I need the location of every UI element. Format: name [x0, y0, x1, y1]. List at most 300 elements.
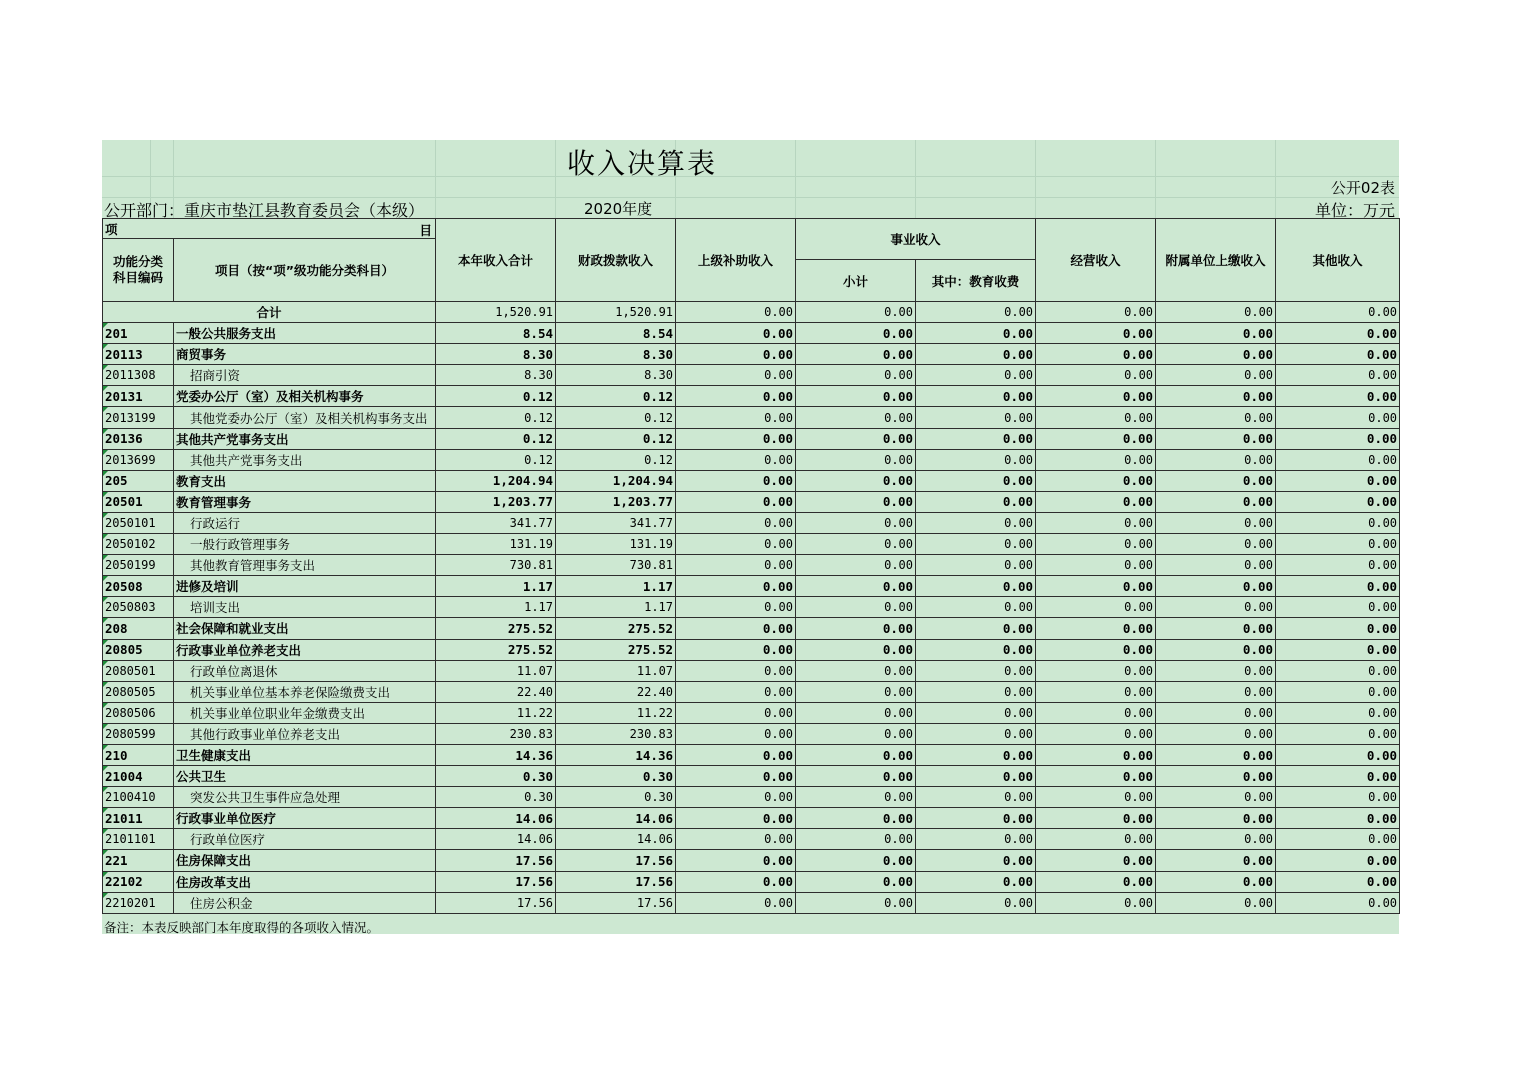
cell-total: 131.19: [436, 534, 556, 555]
cell-name: 其他党委办公厅（室）及相关机构事务支出: [174, 407, 436, 428]
cell-affiliated: 0.00: [1156, 850, 1276, 871]
cell-edu-fee: 0.00: [916, 344, 1036, 365]
cell-affiliated: 0.00: [1156, 534, 1276, 555]
cell-fiscal: 8.30: [556, 365, 676, 386]
cell-code: 2080599: [103, 723, 174, 744]
cell-edu-fee: 0.00: [916, 829, 1036, 850]
cell-operating: 0.00: [1036, 702, 1156, 723]
table-row: [103, 386, 1400, 407]
cell-code: 2080505: [103, 681, 174, 702]
cell-operating: 0.00: [1036, 512, 1156, 533]
cell-other: 0.00: [1276, 302, 1400, 323]
cell-other: 0.00: [1276, 787, 1400, 808]
cell-code: 2013699: [103, 449, 174, 470]
cell-operating: 0.00: [1036, 555, 1156, 576]
cell-fiscal: 0.30: [556, 766, 676, 787]
cell-other: 0.00: [1276, 702, 1400, 723]
table-row: [103, 660, 1400, 681]
cell-fiscal: 730.81: [556, 555, 676, 576]
cell-fiscal: 14.06: [556, 829, 676, 850]
cell-subtotal: 0.00: [796, 344, 916, 365]
cell-total: 0.30: [436, 766, 556, 787]
table-row: [103, 365, 1400, 386]
cell-operating: 0.00: [1036, 660, 1156, 681]
cell-subtotal: 0.00: [796, 723, 916, 744]
table-row: [103, 470, 1400, 491]
cell-subtotal: 0.00: [796, 787, 916, 808]
cell-fiscal: 1.17: [556, 576, 676, 597]
cell-name: 商贸事务: [174, 344, 436, 365]
cell-operating: 0.00: [1036, 892, 1156, 913]
cell-fiscal: 1,203.77: [556, 491, 676, 512]
cell-affiliated: 0.00: [1156, 681, 1276, 702]
cell-other: 0.00: [1276, 365, 1400, 386]
cell-affiliated: 0.00: [1156, 428, 1276, 449]
table-row: [103, 576, 1400, 597]
cell-total: 17.56: [436, 892, 556, 913]
cell-other: 0.00: [1276, 428, 1400, 449]
gridline: [102, 176, 1399, 177]
cell-operating: 0.00: [1036, 428, 1156, 449]
cell-operating: 0.00: [1036, 639, 1156, 660]
cell-upper: 0.00: [676, 618, 796, 639]
cell-edu-fee: 0.00: [916, 871, 1036, 892]
cell-total: 14.06: [436, 829, 556, 850]
cell-fiscal: 0.12: [556, 407, 676, 428]
cell-fiscal: 230.83: [556, 723, 676, 744]
cell-total: 1,204.94: [436, 470, 556, 491]
cell-subtotal: 0.00: [796, 892, 916, 913]
cell-operating: 0.00: [1036, 449, 1156, 470]
cell-total: 1.17: [436, 597, 556, 618]
cell-code: 2011308: [103, 365, 174, 386]
table-row: [103, 639, 1400, 660]
cell-fiscal: 0.30: [556, 787, 676, 808]
cell-name: 突发公共卫生事件应急处理: [174, 787, 436, 808]
cell-fiscal: 8.30: [556, 344, 676, 365]
cell-operating: 0.00: [1036, 829, 1156, 850]
cell-subtotal: 0.00: [796, 808, 916, 829]
cell-upper: 0.00: [676, 639, 796, 660]
cell-subtotal: 0.00: [796, 407, 916, 428]
cell-subtotal: 0.00: [796, 766, 916, 787]
table-row: [103, 555, 1400, 576]
cell-edu-fee: 0.00: [916, 407, 1036, 428]
cell-other: 0.00: [1276, 766, 1400, 787]
cell-fiscal: 8.54: [556, 323, 676, 344]
cell-other: 0.00: [1276, 344, 1400, 365]
cell-operating: 0.00: [1036, 681, 1156, 702]
cell-name: 住房公积金: [174, 892, 436, 913]
table-row: [103, 744, 1400, 765]
cell-operating: 0.00: [1036, 534, 1156, 555]
cell-total: 1.17: [436, 576, 556, 597]
cell-upper: 0.00: [676, 660, 796, 681]
cell-total: 11.22: [436, 702, 556, 723]
table-row: [103, 850, 1400, 871]
table-row: [103, 702, 1400, 723]
cell-total: 14.06: [436, 808, 556, 829]
table-row: [103, 491, 1400, 512]
cell-code: 20805: [103, 639, 174, 660]
cell-subtotal: 0.00: [796, 323, 916, 344]
cell-code: 20131: [103, 386, 174, 407]
cell-upper: 0.00: [676, 892, 796, 913]
table-row: [103, 512, 1400, 533]
cell-operating: 0.00: [1036, 744, 1156, 765]
table-row: [103, 302, 1400, 323]
cell-operating: 0.00: [1036, 576, 1156, 597]
cell-subtotal: 0.00: [796, 597, 916, 618]
cell-operating: 0.00: [1036, 808, 1156, 829]
cell-upper: 0.00: [676, 702, 796, 723]
cell-subtotal: 0.00: [796, 365, 916, 386]
cell-upper: 0.00: [676, 407, 796, 428]
cell-fiscal: 0.12: [556, 449, 676, 470]
cell-name: 其他共产党事务支出: [174, 449, 436, 470]
cell-edu-fee: 0.00: [916, 449, 1036, 470]
cell-other: 0.00: [1276, 470, 1400, 491]
cell-edu-fee: 0.00: [916, 787, 1036, 808]
cell-total: 341.77: [436, 512, 556, 533]
cell-fiscal: 275.52: [556, 639, 676, 660]
cell-edu-fee: 0.00: [916, 576, 1036, 597]
cell-code: 2080506: [103, 702, 174, 723]
cell-upper: 0.00: [676, 365, 796, 386]
cell-edu-fee: 0.00: [916, 681, 1036, 702]
cell-upper: 0.00: [676, 386, 796, 407]
cell-total: 0.12: [436, 386, 556, 407]
cell-other: 0.00: [1276, 534, 1400, 555]
table-row: [103, 428, 1400, 449]
cell-upper: 0.00: [676, 555, 796, 576]
cell-name: 行政单位医疗: [174, 829, 436, 850]
cell-code: 20508: [103, 576, 174, 597]
cell-subtotal: 0.00: [796, 534, 916, 555]
cell-total: 17.56: [436, 871, 556, 892]
cell-other: 0.00: [1276, 681, 1400, 702]
cell-upper: 0.00: [676, 428, 796, 449]
cell-total: 17.56: [436, 850, 556, 871]
cell-subtotal: 0.00: [796, 491, 916, 512]
gridline: [1155, 140, 1156, 218]
gridline: [915, 140, 916, 218]
cell-upper: 0.00: [676, 449, 796, 470]
cell-upper: 0.00: [676, 597, 796, 618]
cell-fiscal: 11.07: [556, 660, 676, 681]
cell-edu-fee: 0.00: [916, 512, 1036, 533]
cell-total: 11.07: [436, 660, 556, 681]
cell-other: 0.00: [1276, 386, 1400, 407]
table-row: [103, 618, 1400, 639]
cell-other: 0.00: [1276, 597, 1400, 618]
cell-affiliated: 0.00: [1156, 555, 1276, 576]
cell-other: 0.00: [1276, 491, 1400, 512]
cell-subtotal: 0.00: [796, 829, 916, 850]
cell-operating: 0.00: [1036, 386, 1156, 407]
cell-other: 0.00: [1276, 723, 1400, 744]
cell-total: 0.12: [436, 449, 556, 470]
cell-upper: 0.00: [676, 323, 796, 344]
table-row: [103, 449, 1400, 470]
cell-code: 20136: [103, 428, 174, 449]
cell-upper: 0.00: [676, 302, 796, 323]
cell-fiscal: 14.36: [556, 744, 676, 765]
cell-total: 22.40: [436, 681, 556, 702]
cell-upper: 0.00: [676, 787, 796, 808]
cell-affiliated: 0.00: [1156, 829, 1276, 850]
cell-total: 14.36: [436, 744, 556, 765]
table-row: [103, 871, 1400, 892]
cell-code: 221: [103, 850, 174, 871]
cell-code: 2013199: [103, 407, 174, 428]
cell-edu-fee: 0.00: [916, 702, 1036, 723]
cell-affiliated: 0.00: [1156, 787, 1276, 808]
cell-operating: 0.00: [1036, 407, 1156, 428]
cell-subtotal: 0.00: [796, 702, 916, 723]
cell-code: 20501: [103, 491, 174, 512]
cell-edu-fee: 0.00: [916, 470, 1036, 491]
cell-edu-fee: 0.00: [916, 428, 1036, 449]
cell-edu-fee: 0.00: [916, 302, 1036, 323]
cell-subtotal: 0.00: [796, 386, 916, 407]
cell-name: 教育支出: [174, 470, 436, 491]
cell-name: 培训支出: [174, 597, 436, 618]
cell-name: 卫生健康支出: [174, 744, 436, 765]
cell-affiliated: 0.00: [1156, 491, 1276, 512]
cell-code: 205: [103, 470, 174, 491]
cell-affiliated: 0.00: [1156, 744, 1276, 765]
header-edu-fee: 其中：教育收费: [916, 260, 1036, 302]
cell-affiliated: 0.00: [1156, 766, 1276, 787]
cell-subtotal: 0.00: [796, 470, 916, 491]
cell-code: 22102: [103, 871, 174, 892]
cell-other: 0.00: [1276, 576, 1400, 597]
cell-edu-fee: 0.00: [916, 365, 1036, 386]
cell-upper: 0.00: [676, 512, 796, 533]
cell-edu-fee: 0.00: [916, 744, 1036, 765]
cell-edu-fee: 0.00: [916, 597, 1036, 618]
cell-edu-fee: 0.00: [916, 808, 1036, 829]
cell-name: 招商引资: [174, 365, 436, 386]
cell-edu-fee: 0.00: [916, 491, 1036, 512]
cell-subtotal: 0.00: [796, 428, 916, 449]
gridline: [1275, 140, 1276, 218]
cell-code: 208: [103, 618, 174, 639]
cell-edu-fee: 0.00: [916, 723, 1036, 744]
table-row: [103, 407, 1400, 428]
cell-upper: 0.00: [676, 871, 796, 892]
cell-subtotal: 0.00: [796, 618, 916, 639]
fiscal-year: 2020年度: [584, 200, 653, 218]
header-total: 本年收入合计: [436, 219, 556, 302]
cell-operating: 0.00: [1036, 871, 1156, 892]
cell-operating: 0.00: [1036, 302, 1156, 323]
cell-edu-fee: 0.00: [916, 323, 1036, 344]
cell-fiscal: 11.22: [556, 702, 676, 723]
cell-total: 275.52: [436, 639, 556, 660]
cell-name: 一般行政管理事务: [174, 534, 436, 555]
cell-name: 行政事业单位养老支出: [174, 639, 436, 660]
cell-upper: 0.00: [676, 576, 796, 597]
cell-operating: 0.00: [1036, 344, 1156, 365]
table-row: [103, 829, 1400, 850]
table-row: [103, 534, 1400, 555]
header-operating: 经营收入: [1036, 219, 1156, 302]
header-name: 项目（按“项”级功能分类科目）: [174, 239, 436, 302]
header-fiscal: 财政拨款收入: [556, 219, 676, 302]
header-affiliated: 附属单位上缴收入: [1156, 219, 1276, 302]
cell-total: 8.30: [436, 344, 556, 365]
cell-affiliated: 0.00: [1156, 302, 1276, 323]
cell-edu-fee: 0.00: [916, 766, 1036, 787]
cell-upper: 0.00: [676, 766, 796, 787]
cell-operating: 0.00: [1036, 723, 1156, 744]
cell-name: 行政单位离退休: [174, 660, 436, 681]
header-other: 其他收入: [1276, 219, 1400, 302]
cell-other: 0.00: [1276, 892, 1400, 913]
cell-total: 8.54: [436, 323, 556, 344]
cell-name: 其他共产党事务支出: [174, 428, 436, 449]
cell-affiliated: 0.00: [1156, 660, 1276, 681]
gridline: [1035, 140, 1036, 218]
header-mu: 目: [419, 223, 433, 238]
cell-affiliated: 0.00: [1156, 365, 1276, 386]
cell-fiscal: 1,204.94: [556, 470, 676, 491]
table-body: [103, 302, 1400, 914]
cell-other: 0.00: [1276, 512, 1400, 533]
cell-code: 2101101: [103, 829, 174, 850]
unit-label: 单位：万元: [1314, 201, 1395, 220]
cell-edu-fee: 0.00: [916, 386, 1036, 407]
cell-upper: 0.00: [676, 681, 796, 702]
table-row: [103, 808, 1400, 829]
cell-name: 公共卫生: [174, 766, 436, 787]
cell-upper: 0.00: [676, 491, 796, 512]
cell-subtotal: 0.00: [796, 639, 916, 660]
table-row: [103, 787, 1400, 808]
cell-code: 2210201: [103, 892, 174, 913]
cell-operating: 0.00: [1036, 618, 1156, 639]
cell-fiscal: 1,520.91: [556, 302, 676, 323]
gridline: [795, 140, 796, 218]
cell-upper: 0.00: [676, 744, 796, 765]
cell-code: 2100410: [103, 787, 174, 808]
cell-total: 0.12: [436, 428, 556, 449]
cell-name: 社会保障和就业支出: [174, 618, 436, 639]
cell-other: 0.00: [1276, 618, 1400, 639]
spreadsheet-page: [102, 140, 1399, 934]
cell-code: 21004: [103, 766, 174, 787]
cell-subtotal: 0.00: [796, 660, 916, 681]
cell-fiscal: 275.52: [556, 618, 676, 639]
header-code: 功能分类科目编码: [103, 239, 174, 302]
cell-edu-fee: 0.00: [916, 534, 1036, 555]
cell-name: 其他教育管理事务支出: [174, 555, 436, 576]
header-xiang: 项: [105, 221, 118, 237]
cell-affiliated: 0.00: [1156, 808, 1276, 829]
cell-operating: 0.00: [1036, 323, 1156, 344]
gridline: [435, 140, 436, 218]
cell-affiliated: 0.00: [1156, 871, 1276, 892]
cell-edu-fee: 0.00: [916, 639, 1036, 660]
cell-total: 0.30: [436, 787, 556, 808]
cell-other: 0.00: [1276, 555, 1400, 576]
cell-subtotal: 0.00: [796, 555, 916, 576]
cell-code: 21011: [103, 808, 174, 829]
cell-code: 2050803: [103, 597, 174, 618]
cell-code: 2050199: [103, 555, 174, 576]
cell-fiscal: 17.56: [556, 850, 676, 871]
cell-fiscal: 341.77: [556, 512, 676, 533]
cell-affiliated: 0.00: [1156, 892, 1276, 913]
cell-other: 0.00: [1276, 744, 1400, 765]
cell-affiliated: 0.00: [1156, 449, 1276, 470]
cell-upper: 0.00: [676, 534, 796, 555]
cell-fiscal: 1.17: [556, 597, 676, 618]
cell-affiliated: 0.00: [1156, 618, 1276, 639]
table-row: [103, 344, 1400, 365]
cell-total: 0.12: [436, 407, 556, 428]
table-row: [103, 597, 1400, 618]
cell-affiliated: 0.00: [1156, 344, 1276, 365]
cell-code: 2080501: [103, 660, 174, 681]
cell-total: 1,203.77: [436, 491, 556, 512]
cell-name: 住房保障支出: [174, 850, 436, 871]
cell-code: 2050101: [103, 512, 174, 533]
cell-operating: 0.00: [1036, 470, 1156, 491]
cell-name: 教育管理事务: [174, 491, 436, 512]
cell-fiscal: 0.12: [556, 428, 676, 449]
cell-affiliated: 0.00: [1156, 407, 1276, 428]
cell-code: 2050102: [103, 534, 174, 555]
cell-subtotal: 0.00: [796, 681, 916, 702]
cell-upper: 0.00: [676, 470, 796, 491]
cell-total: 275.52: [436, 618, 556, 639]
cell-operating: 0.00: [1036, 491, 1156, 512]
cell-code: 210: [103, 744, 174, 765]
cell-affiliated: 0.00: [1156, 323, 1276, 344]
cell-other: 0.00: [1276, 660, 1400, 681]
cell-total: 8.30: [436, 365, 556, 386]
header-business: 事业收入: [796, 219, 1036, 260]
cell-operating: 0.00: [1036, 365, 1156, 386]
cell-affiliated: 0.00: [1156, 702, 1276, 723]
report-title: 收入决算表: [566, 147, 717, 180]
cell-other: 0.00: [1276, 808, 1400, 829]
cell-upper: 0.00: [676, 850, 796, 871]
cell-edu-fee: 0.00: [916, 850, 1036, 871]
cell-fiscal: 17.56: [556, 871, 676, 892]
cell-subtotal: 0.00: [796, 302, 916, 323]
cell-subtotal: 0.00: [796, 871, 916, 892]
cell-name: 机关事业单位职业年金缴费支出: [174, 702, 436, 723]
cell-affiliated: 0.00: [1156, 470, 1276, 491]
cell-subtotal: 0.00: [796, 576, 916, 597]
cell-name: 行政运行: [174, 512, 436, 533]
table-row: [103, 323, 1400, 344]
table-row: [103, 681, 1400, 702]
form-number: 公开02表: [1330, 179, 1395, 197]
table-row: [103, 892, 1400, 913]
cell-other: 0.00: [1276, 829, 1400, 850]
cell-code: 201: [103, 323, 174, 344]
cell-name: 一般公共服务支出: [174, 323, 436, 344]
cell-affiliated: 0.00: [1156, 723, 1276, 744]
header-subtotal: 小计: [796, 260, 916, 302]
cell-edu-fee: 0.00: [916, 618, 1036, 639]
cell-name: 机关事业单位基本养老保险缴费支出: [174, 681, 436, 702]
